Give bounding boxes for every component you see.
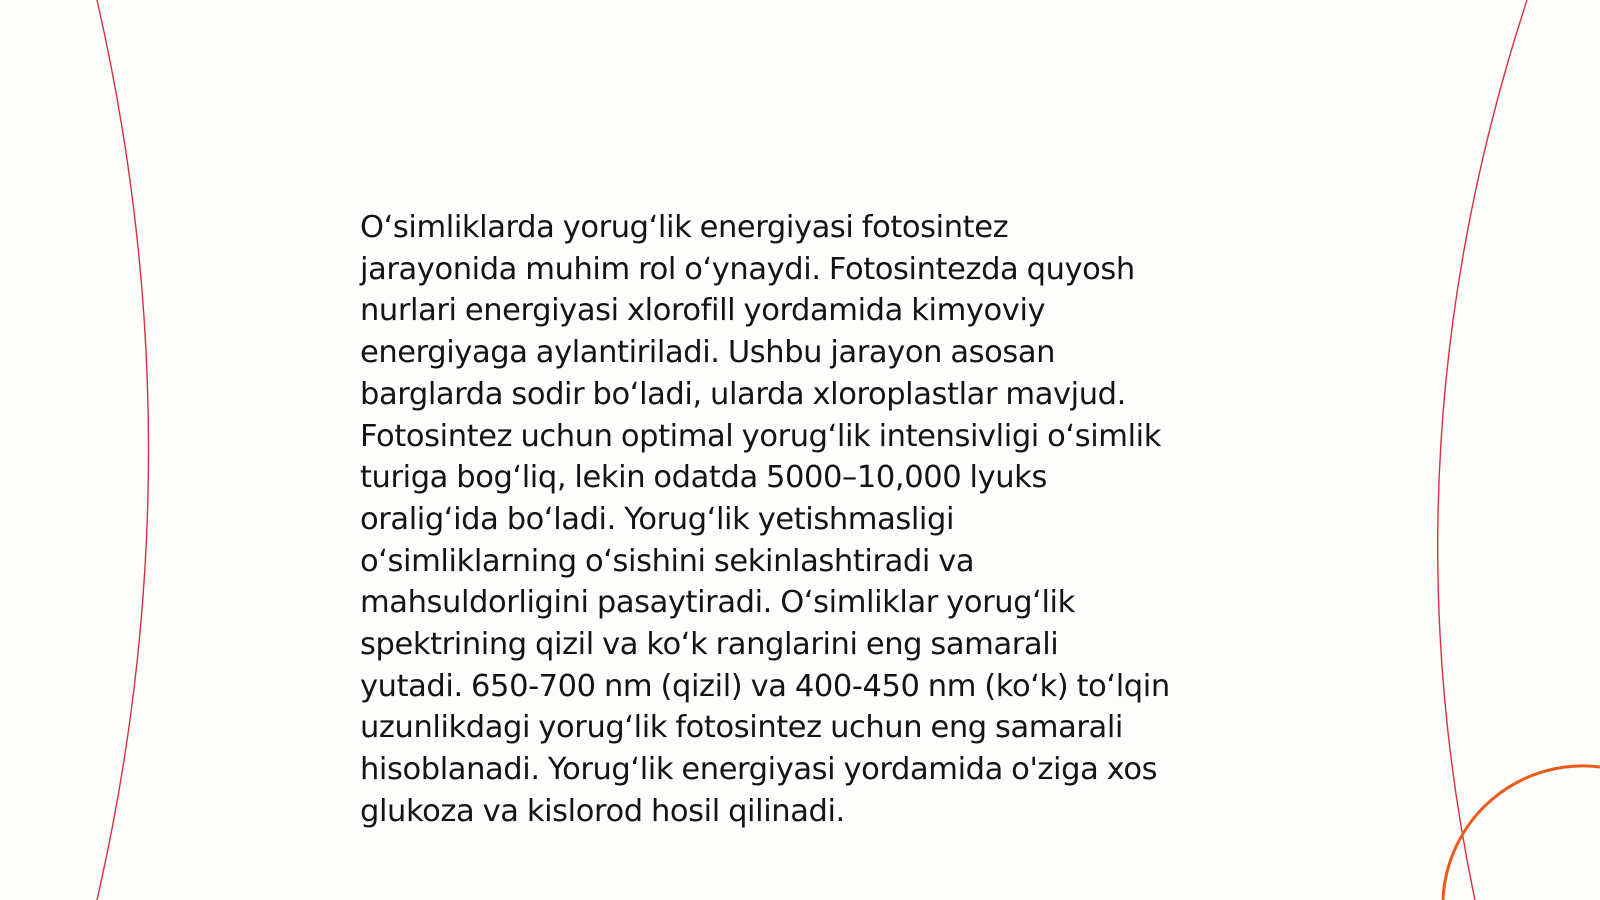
paragraph-line: O‘simliklarda yorug‘lik energiyasi fotosintez: [360, 210, 1009, 245]
paragraph-line: turiga bog‘liq, lekin odatda 5000–10,000 lyuks: [360, 460, 1047, 496]
paragraph-line: yutadi. 650-700 nm (qizil) va 400-450 nm (ko‘k) to‘lqin: [360, 668, 1170, 704]
paragraph-line: oralig‘ida bo‘ladi. Yorug‘lik yetishmasligi: [360, 501, 955, 537]
paragraph-line: nurlari energiyasi xlorofill yordamida kimyoviy: [360, 293, 1046, 329]
orange-arc: [1443, 766, 1600, 900]
paragraph-line: spektrining qizil va ko‘k ranglarini eng samarali: [360, 627, 1059, 663]
body-paragraph: [360, 207, 1240, 833]
paragraph-line: energiyaga aylantiriladi. Ushbu jarayon asosan: [360, 335, 1056, 371]
paragraph-line: hisoblanadi. Yorug‘lik energiyasi yordamida o'ziga xos: [360, 752, 1158, 788]
paragraph-line: barglarda sodir bo‘ladi, ularda xloroplastlar mavjud.: [360, 376, 1126, 412]
paragraph-line: Fotosintez uchun optimal yorug‘lik intensivligi o‘simlik: [360, 418, 1161, 454]
left-curve-line: [97, 0, 149, 900]
paragraph-line: o‘simliklarning o‘sishini sekinlashtiradi va: [360, 543, 975, 579]
paragraph-line: mahsuldorligini pasaytiradi. O‘simliklar yorug‘lik: [360, 585, 1075, 621]
right-curve-line: [1438, 0, 1527, 900]
paragraph-line: glukoza va kislorod hosil qilinadi.: [360, 793, 845, 829]
paragraph-line: uzunlikdagi yorug‘lik fotosintez uchun eng samarali: [360, 710, 1123, 746]
paragraph-line: jarayonida muhim rol o‘ynaydi. Fotosintezda quyosh: [360, 251, 1135, 287]
